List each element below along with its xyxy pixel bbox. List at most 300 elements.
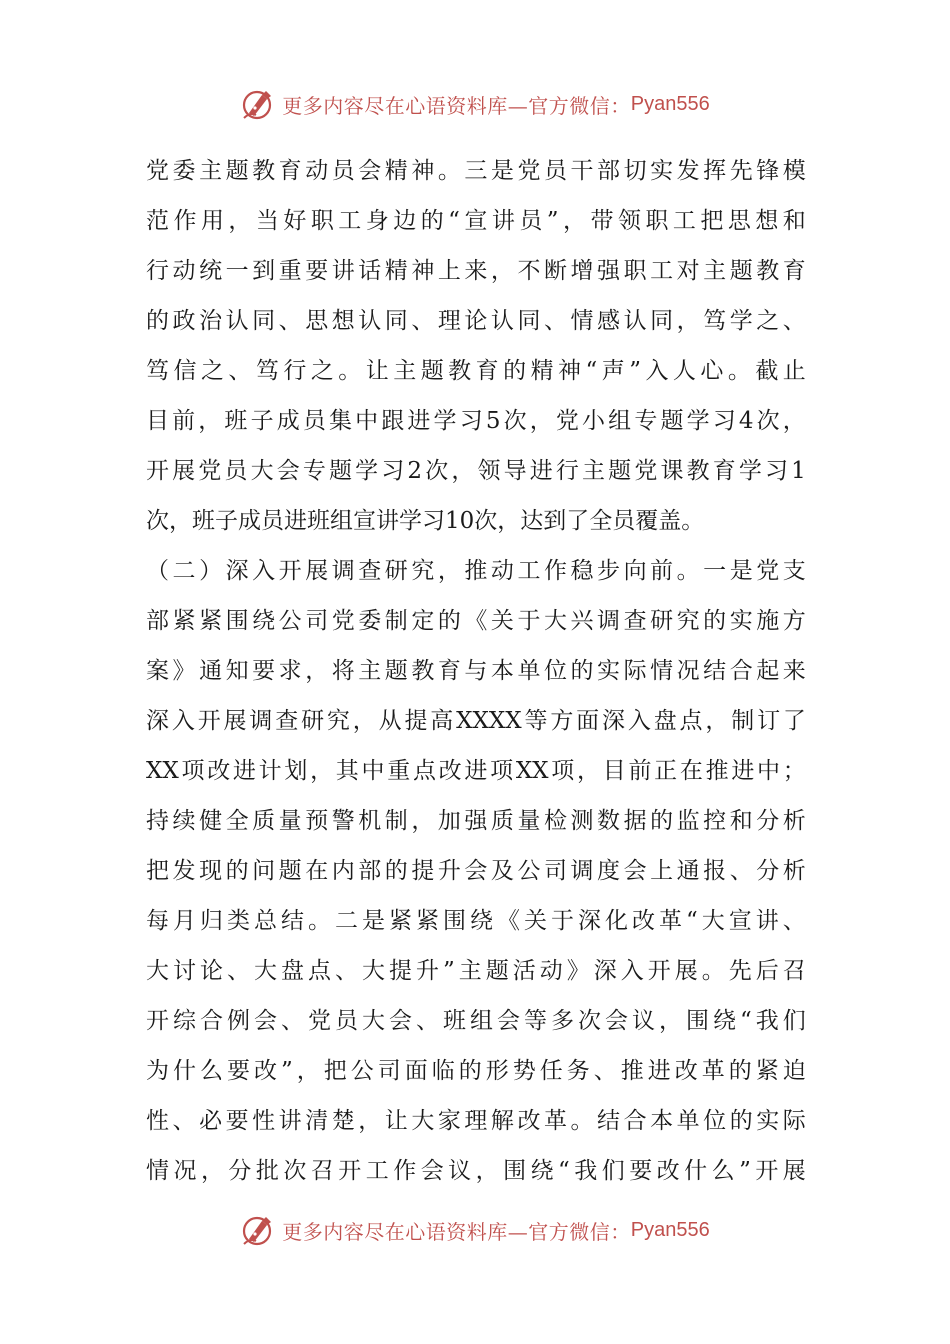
text-glyph: 将: [331, 658, 355, 684]
text-glyph: 稳: [570, 558, 594, 584]
text-glyph: 强: [597, 258, 621, 284]
text-glyph: 报: [703, 858, 727, 884]
text-glyph: 次: [578, 1008, 601, 1034]
text-glyph: 前: [172, 408, 196, 434]
text-glyph: 查: [623, 608, 647, 634]
text-glyph: 1: [791, 458, 806, 484]
text-glyph: 展: [305, 558, 329, 584]
text-glyph: 进: [529, 458, 553, 484]
text-glyph: 、: [335, 958, 358, 984]
text-glyph: 《: [497, 908, 520, 934]
text-glyph: 大: [250, 458, 274, 484]
text-glyph: 学: [729, 308, 753, 334]
text-glyph: 的: [650, 808, 674, 834]
text-glyph: 讲: [755, 908, 779, 934]
text-glyph: 部: [146, 608, 169, 634]
text-glyph: 题: [420, 358, 444, 384]
text-glyph: 升: [416, 958, 439, 984]
text-glyph: 推: [620, 1058, 644, 1084]
text-glyph: 员: [612, 508, 636, 534]
text-glyph: 调: [597, 608, 621, 634]
text-glyph: 。: [676, 558, 700, 584]
text-line: [146, 646, 806, 696]
text-glyph: 职: [645, 208, 669, 234]
text-glyph: 分: [756, 858, 780, 884]
text-glyph: 研: [384, 558, 408, 584]
text-glyph: ，: [305, 658, 329, 684]
text-glyph: 主: [582, 458, 606, 484]
text-glyph: ”: [443, 958, 455, 984]
text-glyph: 统: [199, 258, 223, 284]
text-glyph: 同: [384, 308, 408, 334]
text-glyph: 项: [490, 758, 514, 784]
text-glyph: 5: [485, 408, 501, 434]
text-glyph: 次: [146, 508, 169, 534]
text-glyph: 在: [679, 758, 703, 784]
text-glyph: ，: [577, 758, 600, 784]
text-glyph: 作: [173, 208, 197, 234]
text-glyph: 么: [711, 1158, 735, 1184]
text-glyph: 把: [323, 1058, 347, 1084]
text-glyph: 其: [335, 758, 359, 784]
text-glyph: 本: [490, 658, 514, 684]
text-glyph: ，: [296, 1058, 320, 1084]
text-glyph: 进: [731, 758, 755, 784]
text-glyph: 次: [283, 1158, 307, 1184]
text-glyph: 组: [470, 1008, 493, 1034]
text-line: [146, 896, 806, 946]
text-glyph: 的: [570, 658, 594, 684]
text-glyph: 笃: [703, 308, 727, 334]
text-glyph: 锋: [756, 158, 780, 184]
text-glyph: 中: [361, 758, 385, 784]
text-glyph: 增: [570, 258, 594, 284]
watermark-handle: Pyan556: [630, 92, 710, 115]
text-glyph: 本: [650, 1108, 674, 1134]
text-glyph: 开: [197, 708, 221, 734]
text-glyph: 会: [464, 858, 488, 884]
text-glyph: XX: [146, 758, 179, 784]
text-glyph: 实: [756, 1108, 780, 1134]
text-glyph: 升: [437, 858, 461, 884]
watermark-text: 更多内容尽在心语资料库—官方微信：: [282, 1219, 631, 1244]
text-glyph: 续: [172, 808, 196, 834]
text-glyph: 度: [597, 858, 621, 884]
text-glyph: 员: [261, 508, 284, 534]
text-glyph: 成: [276, 408, 300, 434]
text-glyph: XX: [515, 758, 549, 784]
text-glyph: 为: [146, 1058, 169, 1084]
text-glyph: 讲: [491, 208, 515, 234]
text-glyph: 跟: [381, 408, 405, 434]
text-glyph: 习: [765, 458, 789, 484]
text-glyph: 次: [474, 508, 498, 534]
text-glyph: 入: [645, 358, 669, 384]
text-line: [146, 846, 806, 896]
text-glyph: 10: [445, 508, 475, 534]
text-glyph: 要: [225, 1108, 249, 1134]
text-line: [146, 246, 806, 296]
text-glyph: 质: [490, 808, 514, 834]
text-line: [146, 346, 806, 396]
text-glyph: ，: [169, 508, 192, 534]
text-glyph: 的: [146, 308, 169, 334]
text-glyph: 认: [623, 308, 647, 334]
text-glyph: 从: [378, 708, 402, 734]
text-glyph: XXXX: [456, 708, 522, 734]
text-line: [146, 196, 806, 246]
text-glyph: 、: [782, 908, 806, 934]
text-glyph: 当: [255, 208, 279, 234]
text-glyph: 深: [593, 958, 617, 984]
text-glyph: 之: [200, 358, 224, 384]
text-glyph: 情: [146, 1158, 169, 1184]
text-glyph: 际: [782, 1108, 806, 1134]
text-glyph: 次: [425, 458, 449, 484]
text-glyph: 展: [782, 1158, 806, 1184]
text-glyph: 、: [228, 358, 252, 384]
text-glyph: 干: [570, 158, 594, 184]
text-glyph: 及: [490, 858, 514, 884]
text-glyph: 。: [570, 1108, 594, 1134]
text-line: [146, 996, 806, 1046]
text-glyph: 教: [756, 258, 780, 284]
text-line: [146, 446, 806, 496]
text-glyph: 加: [437, 808, 461, 834]
text-glyph: 综: [173, 1008, 196, 1034]
text-glyph: 动: [305, 158, 329, 184]
text-glyph: 迫: [782, 1058, 806, 1084]
text-glyph: 开: [146, 1008, 169, 1034]
text-glyph: 方: [550, 708, 574, 734]
text-glyph: 况: [676, 658, 700, 684]
text-line: [146, 696, 806, 746]
text-glyph: 于: [551, 908, 574, 934]
text-glyph: 三: [464, 158, 488, 184]
text-glyph: 会: [254, 1008, 277, 1034]
text-glyph: 我: [574, 1158, 598, 1184]
text-glyph: 点: [679, 708, 703, 734]
text-glyph: 的: [503, 358, 527, 384]
text-glyph: 。: [437, 158, 461, 184]
text-glyph: 中: [355, 408, 379, 434]
text-glyph: 的: [420, 208, 444, 234]
text-glyph: 通: [676, 858, 700, 884]
text-glyph: 班: [443, 1008, 466, 1034]
text-line: [146, 396, 806, 446]
text-glyph: 党: [331, 608, 355, 634]
text-glyph: 我: [755, 1008, 779, 1034]
text-glyph: ，: [352, 708, 376, 734]
text-glyph: 实: [650, 158, 674, 184]
text-glyph: 警: [331, 808, 355, 834]
text-glyph: 想: [755, 208, 779, 234]
text-glyph: 们: [782, 1008, 806, 1034]
text-glyph: 入: [620, 958, 644, 984]
text-glyph: 关: [490, 608, 514, 634]
text-glyph: 要: [629, 1158, 653, 1184]
text-glyph: 声: [601, 358, 625, 384]
text-glyph: 神: [411, 258, 435, 284]
text-glyph: 深: [225, 558, 249, 584]
text-glyph: 次: [503, 408, 527, 434]
text-glyph: 专: [302, 458, 326, 484]
text-glyph: 教: [411, 658, 435, 684]
text-glyph: 会: [276, 458, 300, 484]
text-glyph: 主: [393, 358, 417, 384]
text-glyph: 单: [517, 658, 541, 684]
text-glyph: 查: [275, 708, 299, 734]
text-glyph: 题: [384, 658, 408, 684]
text-glyph: 提: [411, 858, 435, 884]
text-glyph: “: [740, 1008, 752, 1034]
text-glyph: 。: [727, 358, 751, 384]
text-glyph: 小: [582, 408, 606, 434]
text-glyph: 止: [782, 358, 806, 384]
text-glyph: 导: [503, 458, 527, 484]
text-glyph: 后: [755, 958, 779, 984]
text-glyph: 笃: [255, 358, 279, 384]
text-glyph: 行: [146, 258, 169, 284]
text-glyph: ；: [782, 758, 806, 784]
text-glyph: 结: [703, 658, 727, 684]
text-glyph: ，: [228, 208, 252, 234]
text-glyph: 同: [650, 308, 674, 334]
text-glyph: 之: [756, 308, 780, 334]
text-glyph: 党: [308, 1008, 331, 1034]
text-glyph: 议: [448, 1158, 472, 1184]
text-glyph: ）: [199, 558, 223, 584]
text-glyph: 认: [490, 308, 514, 334]
text-glyph: ，: [437, 558, 461, 584]
text-glyph: 党: [756, 558, 780, 584]
text-line: [146, 546, 806, 596]
text-glyph: 围: [503, 1158, 527, 1184]
text-glyph: 进: [464, 758, 488, 784]
text-glyph: 控: [703, 808, 727, 834]
text-glyph: 模: [782, 158, 806, 184]
text-glyph: 开: [647, 958, 671, 984]
text-glyph: 楚: [331, 1108, 355, 1134]
text-glyph: 党: [634, 458, 658, 484]
text-glyph: 分: [228, 1158, 252, 1184]
text-glyph: 范: [146, 208, 169, 234]
text-glyph: 大: [411, 1108, 435, 1134]
text-glyph: 实: [597, 658, 621, 684]
text-glyph: 部: [597, 158, 621, 184]
text-glyph: 神: [558, 358, 582, 384]
text-glyph: 前: [628, 758, 652, 784]
text-glyph: 精: [384, 158, 408, 184]
text-glyph: 好: [283, 208, 307, 234]
text-glyph: 归: [200, 908, 223, 934]
text-glyph: 重: [387, 758, 411, 784]
text-glyph: 大: [701, 908, 725, 934]
text-glyph: 发: [676, 158, 700, 184]
text-glyph: 班: [192, 508, 215, 534]
text-glyph: 让: [384, 1108, 408, 1134]
text-glyph: 绕: [470, 908, 493, 934]
text-line: [146, 796, 806, 846]
text-glyph: 究: [676, 608, 700, 634]
text-glyph: 入: [627, 708, 651, 734]
text-line: [146, 1096, 806, 1146]
text-glyph: 会: [623, 858, 647, 884]
text-glyph: 展: [223, 708, 247, 734]
text-glyph: 主: [703, 258, 727, 284]
text-glyph: 究: [411, 558, 435, 584]
text-glyph: 紧: [416, 908, 439, 934]
text-glyph: 紧: [172, 608, 196, 634]
text-glyph: 展: [674, 958, 698, 984]
text-glyph: 持: [146, 808, 169, 834]
text-glyph: 健: [199, 808, 223, 834]
text-glyph: 领: [617, 208, 641, 234]
text-glyph: 题: [225, 158, 249, 184]
text-glyph: 案: [146, 658, 169, 684]
text-glyph: 员: [331, 158, 355, 184]
text-glyph: 深: [602, 708, 625, 734]
text-glyph: 情: [650, 658, 674, 684]
text-glyph: 划: [284, 758, 308, 784]
text-glyph: 研: [301, 708, 325, 734]
text-glyph: 、: [543, 308, 567, 334]
text-glyph: 对: [676, 258, 700, 284]
watermark-footer: [0, 1208, 950, 1252]
text-glyph: 公: [517, 858, 541, 884]
text-line: [146, 146, 806, 196]
text-glyph: 析: [782, 858, 806, 884]
text-glyph: 任: [539, 1058, 563, 1084]
text-glyph: 结: [597, 1108, 621, 1134]
text-glyph: 挥: [703, 158, 727, 184]
text-glyph: 来: [464, 258, 488, 284]
text-glyph: 。: [338, 358, 362, 384]
text-glyph: 制: [384, 808, 408, 834]
text-glyph: 了: [566, 508, 590, 534]
text-glyph: 项: [551, 758, 575, 784]
text-glyph: 二: [335, 908, 358, 934]
text-glyph: 育: [475, 358, 499, 384]
text-glyph: 题: [608, 458, 632, 484]
text-glyph: 感: [597, 308, 621, 334]
text-glyph: 项: [181, 758, 205, 784]
text-glyph: 讲: [331, 258, 355, 284]
watermark-header: [0, 82, 950, 126]
text-glyph: 话: [358, 258, 382, 284]
text-glyph: 的: [703, 608, 727, 634]
text-glyph: 据: [623, 808, 647, 834]
text-glyph: 通: [199, 658, 223, 684]
text-glyph: 大: [543, 608, 567, 634]
text-glyph: 关: [524, 908, 547, 934]
text-glyph: 的: [437, 608, 461, 634]
text-glyph: 向: [623, 558, 647, 584]
watermark-text: 更多内容尽在心语资料库—官方微信：: [282, 93, 631, 118]
text-glyph: 身: [365, 208, 389, 234]
text-glyph: ，: [497, 508, 521, 534]
text-glyph: 全: [589, 508, 613, 534]
text-glyph: 让: [365, 358, 389, 384]
text-glyph: 召: [310, 1158, 334, 1184]
text-glyph: 中: [757, 758, 781, 784]
text-glyph: 势: [512, 1058, 536, 1084]
text-glyph: 学: [433, 408, 457, 434]
text-glyph: 到: [252, 258, 276, 284]
text-glyph: 改: [207, 758, 231, 784]
text-glyph: 临: [431, 1058, 455, 1084]
text-glyph: 司: [305, 608, 329, 634]
text-line: [146, 1046, 806, 1096]
text-glyph: 讨: [173, 958, 196, 984]
text-glyph: 班: [307, 508, 330, 534]
text-glyph: 批: [255, 1158, 279, 1184]
text-glyph: 党: [555, 408, 579, 434]
text-glyph: 、: [227, 958, 250, 984]
text-glyph: 一: [225, 258, 249, 284]
text-glyph: 司: [543, 858, 567, 884]
text-glyph: 提: [404, 708, 428, 734]
text-glyph: 么: [200, 1058, 223, 1084]
text-glyph: 大: [146, 958, 169, 984]
text-glyph: 人: [672, 358, 696, 384]
text-glyph: 上: [437, 258, 461, 284]
text-glyph: 行: [283, 358, 307, 384]
text-glyph: 性: [252, 1108, 276, 1134]
text-glyph: 把: [146, 858, 169, 884]
text-line: [146, 1146, 806, 1196]
text-glyph: 方: [782, 608, 806, 634]
text-glyph: 题: [660, 408, 684, 434]
text-line: [146, 596, 806, 646]
text-glyph: 员: [302, 408, 326, 434]
text-glyph: 内: [331, 858, 355, 884]
text-glyph: 等: [524, 1008, 547, 1034]
text-glyph: 、: [278, 308, 302, 334]
text-glyph: 与: [464, 658, 488, 684]
text-glyph: 大: [362, 958, 385, 984]
text-glyph: 等: [524, 708, 548, 734]
text-glyph: 改: [632, 908, 655, 934]
text-glyph: 题: [729, 258, 753, 284]
text-glyph: 和: [782, 208, 806, 234]
text-glyph: 订: [757, 708, 781, 734]
text-glyph: 推: [705, 758, 729, 784]
text-glyph: ”: [629, 358, 641, 384]
text-glyph: 同: [517, 308, 541, 334]
text-glyph: ，: [358, 1108, 382, 1134]
text-glyph: 宣: [728, 908, 752, 934]
text-glyph: 成: [238, 508, 261, 534]
text-glyph: 。: [308, 908, 331, 934]
text-glyph: 党: [517, 158, 541, 184]
text-glyph: 调: [331, 558, 355, 584]
text-glyph: “: [585, 358, 598, 384]
text-glyph: 盘: [281, 958, 304, 984]
text-glyph: 作: [543, 558, 567, 584]
text-glyph: 是: [362, 908, 385, 934]
text-glyph: 改: [656, 1158, 680, 1184]
text-glyph: ，: [782, 408, 806, 434]
text-glyph: 革: [659, 908, 682, 934]
text-glyph: 推: [464, 558, 488, 584]
text-glyph: 位: [703, 1108, 727, 1134]
text-glyph: 边: [393, 208, 417, 234]
text-glyph: 紧: [199, 608, 223, 634]
text-glyph: 类: [227, 908, 250, 934]
text-glyph: 2: [407, 458, 423, 484]
text-glyph: 职: [310, 208, 334, 234]
